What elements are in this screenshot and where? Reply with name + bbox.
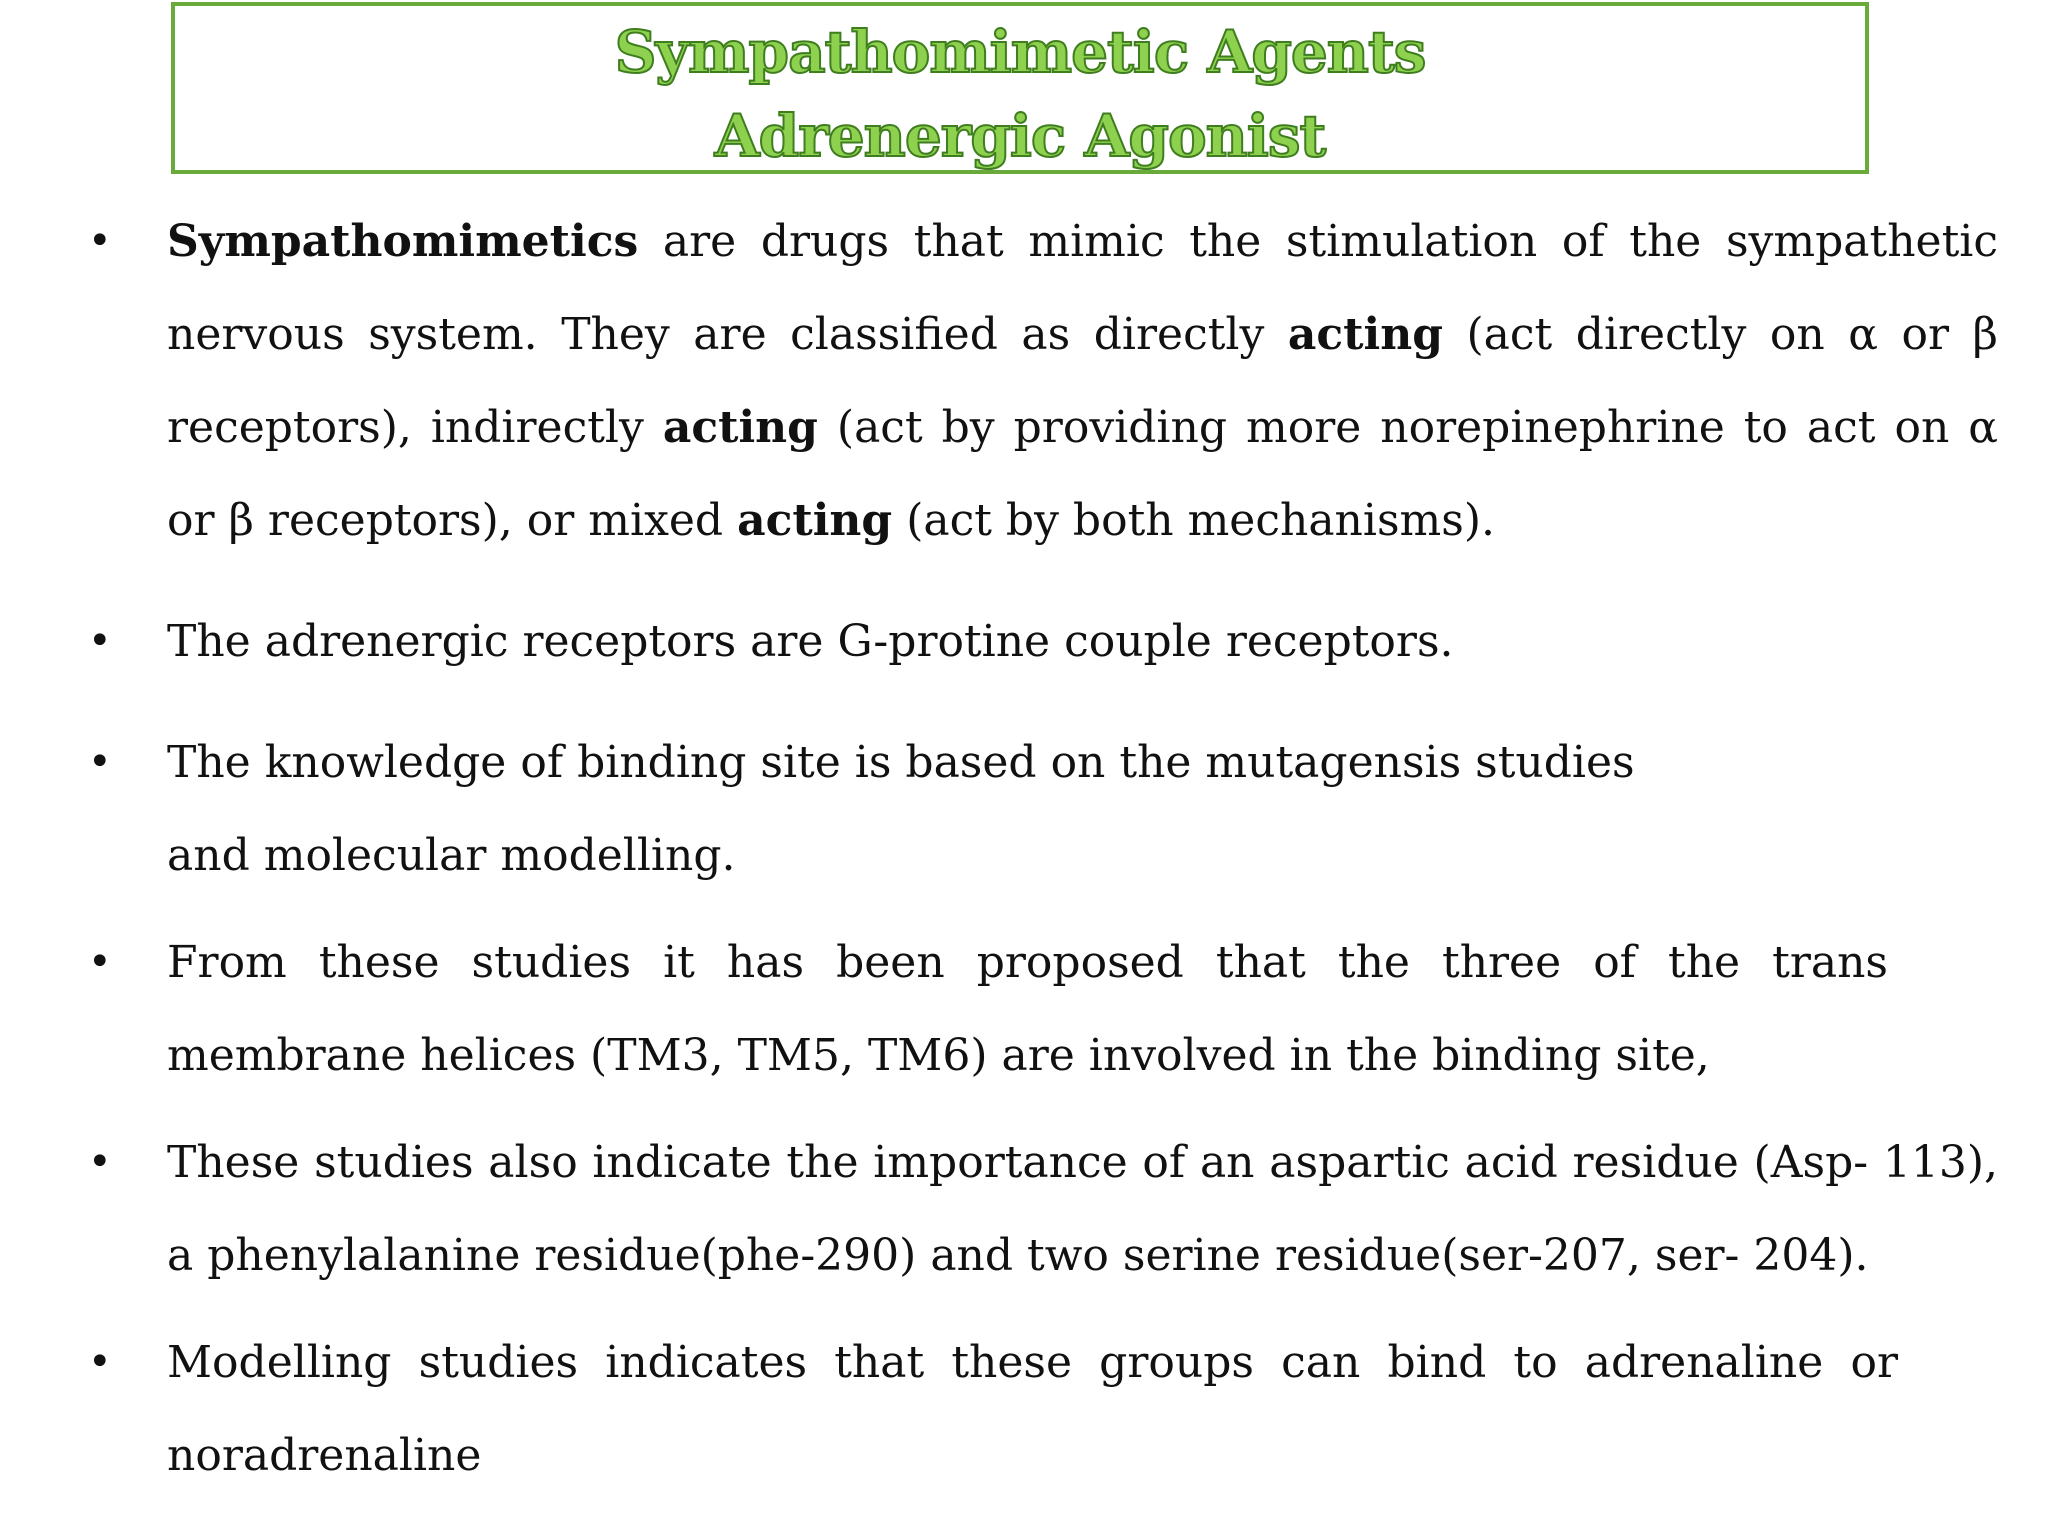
bullet-text: The knowledge of binding site is based on the mutagensis studies and molecular modelling. — [167, 737, 1635, 881]
bullet-text: The adrenergic receptors are G-protine couple receptors. — [167, 616, 1454, 667]
bullet-text-bold: acting — [662, 402, 818, 453]
bullet-dot: • — [88, 939, 112, 985]
bullet-item-6 — [0, 1316, 2048, 1502]
bullet-text-span: (act by both mechanisms). — [892, 495, 1495, 546]
bullet-dot: • — [88, 218, 112, 264]
bullet-list — [0, 195, 2048, 1502]
bullet-text — [167, 216, 1998, 546]
bullet-text: From these studies it has been proposed that the three of the trans membrane helices (TM3, TM5, TM6) are involved in the binding site, — [167, 937, 1888, 1081]
bullet-text-bold: acting — [737, 495, 893, 546]
title-line-1: Sympathomimetic Agents — [614, 18, 1426, 86]
bullet-text-span: (act by providing more norepinephrine to act on α or β receptors), or mixed — [167, 402, 1998, 546]
bullet-item-4 — [0, 916, 2048, 1102]
title-line-2: Adrenergic Agonist — [714, 102, 1326, 170]
bullet-text-span: (act directly on α or β receptors), indirectly — [167, 309, 1998, 453]
bullet-text: Modelling studies indicates that these groups can bind to adrenaline or noradrenaline — [167, 1337, 1898, 1481]
bullet-text: These studies also indicate the importance of an aspartic acid residue (Asp- 113), a phenylalanine residue(phe-290) and two serine residue(ser-207, ser- 204). — [167, 1137, 1998, 1281]
bullet-item-2 — [0, 595, 2048, 688]
bullet-item-1 — [0, 195, 2048, 567]
bullet-text-span: are drugs that mimic the stimulation of the sympathetic nervous system. They are classified as directly — [167, 216, 1998, 360]
bullet-item-3 — [0, 716, 2048, 902]
bullet-text-bold: acting — [1287, 309, 1443, 360]
bullet-dot: • — [88, 1139, 112, 1185]
bullet-text-bold: Sympathomimetics — [167, 216, 639, 267]
bullet-dot: • — [88, 1339, 112, 1385]
bullet-item-5 — [0, 1116, 2048, 1302]
bullet-dot: • — [88, 739, 112, 785]
bullet-dot: • — [88, 618, 112, 664]
title-box — [171, 2, 1869, 174]
